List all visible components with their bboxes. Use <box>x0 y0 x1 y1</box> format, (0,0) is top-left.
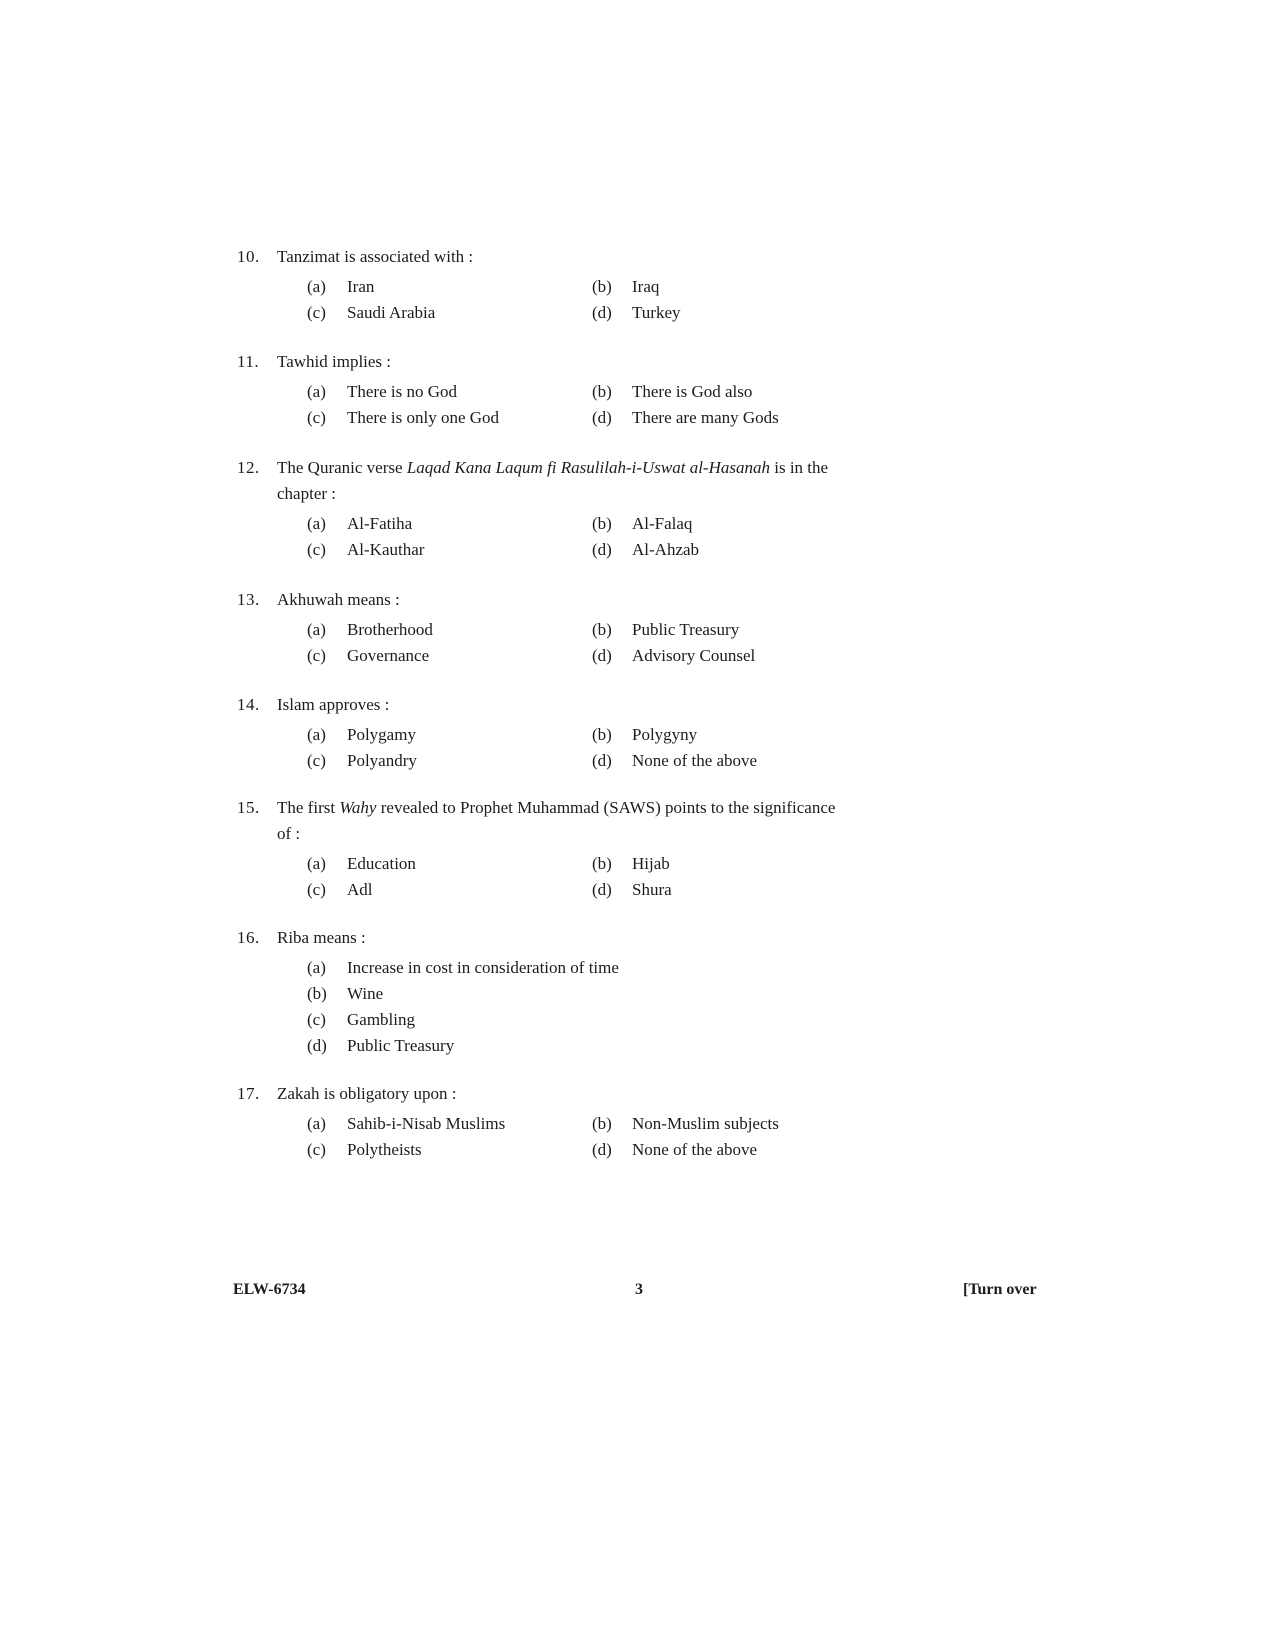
option-d: (d) Public Treasury <box>307 1036 455 1055</box>
option-b: (b) Public Treasury <box>592 620 740 639</box>
question-stem: The Quranic verse Laqad Kana Laqum fi Rasulilah-i-Uswat al-Hasanah is in the chapter : <box>277 458 829 503</box>
question-stem: Tanzimat is associated with : <box>277 247 474 266</box>
option-c: (c) Governance <box>307 646 430 665</box>
question-number: 13. <box>237 590 260 609</box>
option-c: (c) Al-Kauthar <box>307 540 425 559</box>
option-a: (a) Increase in cost in consideration of time <box>307 958 619 977</box>
option-c: (c) Saudi Arabia <box>307 303 436 322</box>
question-stem: Akhuwah means : <box>277 590 400 609</box>
option-b: (b) Al-Falaq <box>592 514 693 533</box>
question-stem: Riba means : <box>277 928 366 947</box>
option-d: (d) Turkey <box>592 303 681 322</box>
option-c: (c) There is only one God <box>307 408 500 427</box>
question-15 <box>237 795 877 903</box>
question-14 <box>237 692 877 774</box>
page-number: 3 <box>635 1281 643 1298</box>
question-number: 17. <box>237 1084 260 1103</box>
wahy-italic: Wahy <box>339 798 377 817</box>
question-17 <box>237 1081 877 1163</box>
question-stem: Tawhid implies : <box>277 352 392 371</box>
option-d: (d) Al-Ahzab <box>592 540 700 559</box>
option-c: (c) Adl <box>307 880 373 899</box>
question-number: 11. <box>237 352 260 371</box>
question-16 <box>237 925 877 1059</box>
option-d: (d) Shura <box>592 880 672 899</box>
option-d: (d) None of the above <box>592 1140 758 1159</box>
option-a: (a) There is no God <box>307 382 458 401</box>
question-stem: Islam approves : <box>277 695 390 714</box>
option-b: (b) Polygyny <box>592 725 698 744</box>
question-number: 12. <box>237 458 260 477</box>
verse-italic: Laqad Kana Laqum fi Rasulilah-i-Uswat al-Hasanah <box>406 458 770 477</box>
option-c: (c) Gambling <box>307 1010 415 1029</box>
option-a: (a) Al-Fatiha <box>307 514 413 533</box>
option-b: (b) Non-Muslim subjects <box>592 1114 779 1133</box>
option-d: (d) None of the above <box>592 751 758 770</box>
option-c: (c) Polyandry <box>307 751 417 770</box>
paper-code: ELW-6734 <box>233 1281 306 1298</box>
option-b: (b) Hijab <box>592 854 670 873</box>
option-c: (c) Polytheists <box>307 1140 422 1159</box>
option-a: (a) Education <box>307 854 416 873</box>
question-number: 16. <box>237 928 260 947</box>
option-b: (b) Wine <box>307 984 384 1003</box>
question-number: 10. <box>237 247 260 266</box>
option-a: (a) Iran <box>307 277 375 296</box>
option-b: (b) There is God also <box>592 382 753 401</box>
question-stem: Zakah is obligatory upon : <box>277 1084 457 1103</box>
option-a: (a) Sahib-i-Nisab Muslims <box>307 1114 506 1133</box>
question-11 <box>237 349 877 431</box>
question-number: 14. <box>237 695 260 714</box>
option-d: (d) Advisory Counsel <box>592 646 756 665</box>
question-13 <box>237 587 877 669</box>
question-number: 15. <box>237 798 260 817</box>
option-d: (d) There are many Gods <box>592 408 779 427</box>
question-stem: The first Wahy revealed to Prophet Muhammad (SAWS) points to the significance of : <box>277 798 836 843</box>
option-a: (a) Polygamy <box>307 725 416 744</box>
question-12 <box>237 455 877 563</box>
option-a: (a) Brotherhood <box>307 620 433 639</box>
turn-over-note: [Turn over <box>963 1281 1037 1298</box>
option-b: (b) Iraq <box>592 277 660 296</box>
question-10 <box>237 244 877 326</box>
